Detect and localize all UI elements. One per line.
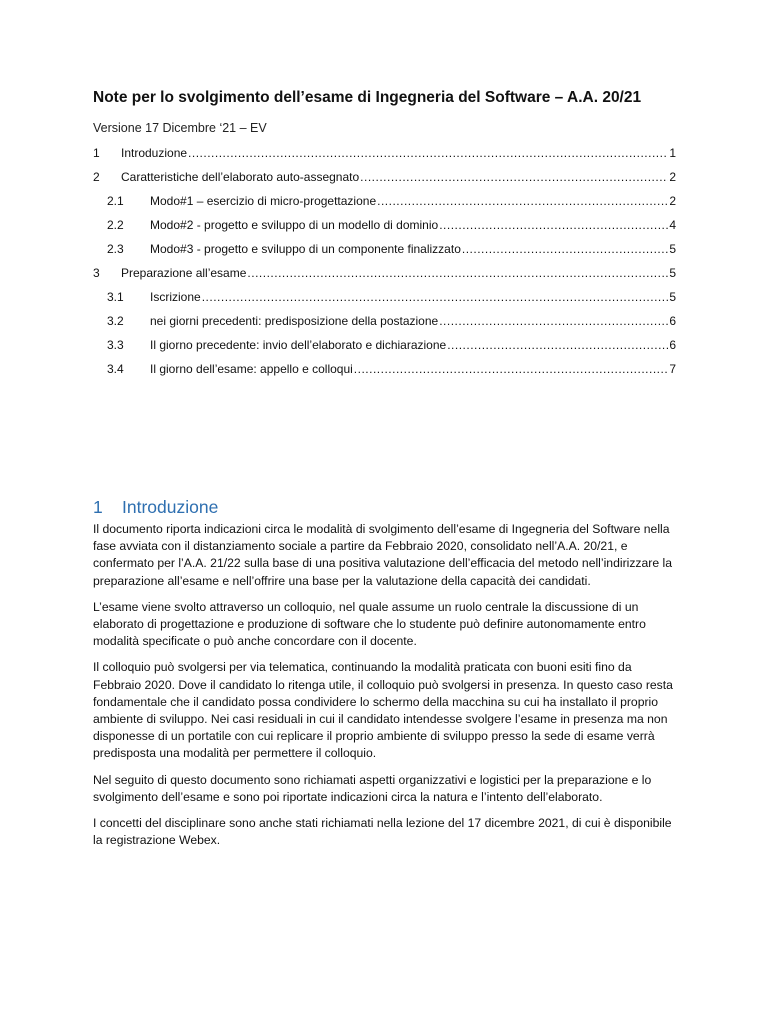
paragraph: Il colloquio può svolgersi per via telematica, continuando la modalità praticata con buoni esiti fino da Febbraio 2020. Dove il candidato lo ritenga utile, il colloquio può svolgersi in presenza. In questo caso resta fondamentale che il candidato possa condividere lo schermo della macchina su cui ha installato il proprio ambiente di sviluppo. Nei casi residuali in cui il candidato intendesse svolgere l’esame in presenza ma non disponesse di un portatile con cui replicare il proprio ambiente di sviluppo presso la sede di esame verrà predisposta una modalità per permettere il colloquio. bbox=[93, 660, 673, 761]
toc-page-number: 6 bbox=[669, 314, 676, 328]
toc-number: 3 bbox=[93, 266, 100, 280]
section-body bbox=[93, 521, 678, 858]
toc-label: Modo#2 - progetto e sviluppo di un modello di dominio bbox=[150, 218, 439, 232]
toc-page-number: 2 bbox=[669, 194, 676, 208]
toc-entry-3-4[interactable] bbox=[93, 362, 676, 380]
paragraph: Nel seguito di questo documento sono richiamati aspetti organizzativi e logistici per la preparazione e lo svolgimento dell’esame e sono poi riportate indicazioni circa la natura e l’intento dell’elaborato. bbox=[93, 772, 652, 804]
toc-entry-2[interactable] bbox=[93, 170, 676, 188]
toc-page-number: 5 bbox=[669, 290, 676, 304]
toc-entry-2-1[interactable] bbox=[93, 194, 676, 212]
toc-leader bbox=[462, 242, 668, 256]
toc-label: nei giorni precedenti: predisposizione della postazione bbox=[150, 314, 439, 328]
toc-label: Introduzione bbox=[121, 146, 188, 160]
toc-page-number: 4 bbox=[669, 218, 676, 232]
paragraph: L’esame viene svolto attraverso un colloquio, nel quale assume un ruolo centrale la discussione di un elaborato di progettazione e produzione di software che lo studente può definire autonomamente entro modalità specificate o può anche concordare con il docente. bbox=[93, 599, 646, 649]
toc-number: 2 bbox=[93, 170, 100, 184]
toc-label: Iscrizione bbox=[150, 290, 201, 304]
toc-entry-2-3[interactable] bbox=[93, 242, 676, 260]
toc-label: Preparazione all’esame bbox=[121, 266, 247, 280]
toc-number: 2.1 bbox=[107, 194, 124, 208]
toc-number: 3.1 bbox=[107, 290, 124, 304]
toc-leader bbox=[377, 194, 668, 208]
toc-leader bbox=[202, 290, 669, 304]
toc-leader bbox=[354, 362, 669, 376]
paragraph: I concetti del disciplinare sono anche stati richiamati nella lezione del 17 dicembre 2021, di cui è disponibile la registrazione Webex. bbox=[93, 816, 672, 848]
toc-entry-3[interactable] bbox=[93, 266, 676, 284]
document-title: Note per lo svolgimento dell’esame di Ingegneria del Software – A.A. 20/21 bbox=[93, 89, 642, 106]
toc-page-number: 6 bbox=[669, 338, 676, 352]
toc-entry-2-2[interactable] bbox=[93, 218, 676, 236]
toc-entry-1[interactable] bbox=[93, 146, 676, 164]
toc-number: 3.2 bbox=[107, 314, 124, 328]
toc-label: Il giorno precedente: invio dell’elaborato e dichiarazione bbox=[150, 338, 447, 352]
toc-entry-3-3[interactable] bbox=[93, 338, 676, 356]
toc-label: Il giorno dell’esame: appello e colloqui bbox=[150, 362, 353, 376]
toc-number: 3.4 bbox=[107, 362, 124, 376]
section-heading-introduzione bbox=[93, 497, 218, 518]
toc-label: Caratteristiche dell’elaborato auto-assegnato bbox=[121, 170, 360, 184]
toc-page-number: 1 bbox=[669, 146, 676, 160]
toc-number: 3.3 bbox=[107, 338, 124, 352]
toc-page-number: 5 bbox=[669, 266, 676, 280]
toc-entry-3-2[interactable] bbox=[93, 314, 676, 332]
paragraph: Il documento riporta indicazioni circa le modalità di svolgimento dell’esame di Ingegneria del Software nella fase avviata con il distanziamento sociale a partire da Febbraio 2020, consolidato nell’A.A. 20/21, e confermato per l’A.A. 21/22 sulla base di una positiva valutazione dell’efficacia del metodo nell’indirizzare la preparazione all’esame e nell’offrire una base per la valutazione della capacità dei candidati. bbox=[93, 522, 673, 588]
section-number: 1 bbox=[93, 497, 103, 517]
toc-number: 2.3 bbox=[107, 242, 124, 256]
toc-page-number: 2 bbox=[669, 170, 676, 184]
toc-label: Modo#3 - progetto e sviluppo di un componente finalizzato bbox=[150, 242, 461, 256]
toc-leader bbox=[439, 218, 668, 232]
toc-entry-3-1[interactable] bbox=[93, 290, 676, 308]
toc-page-number: 5 bbox=[669, 242, 676, 256]
toc-leader bbox=[439, 314, 668, 328]
toc-label: Modo#1 – esercizio di micro-progettazione bbox=[150, 194, 377, 208]
section-title: Introduzione bbox=[122, 497, 219, 517]
toc-leader bbox=[360, 170, 668, 184]
toc-leader bbox=[247, 266, 668, 280]
document-version: Versione 17 Dicembre ‘21 – EV bbox=[93, 121, 267, 135]
toc-number: 2.2 bbox=[107, 218, 124, 232]
toc-leader bbox=[188, 146, 668, 160]
toc-leader bbox=[447, 338, 668, 352]
toc-number: 1 bbox=[93, 146, 100, 160]
toc-page-number: 7 bbox=[669, 362, 676, 376]
